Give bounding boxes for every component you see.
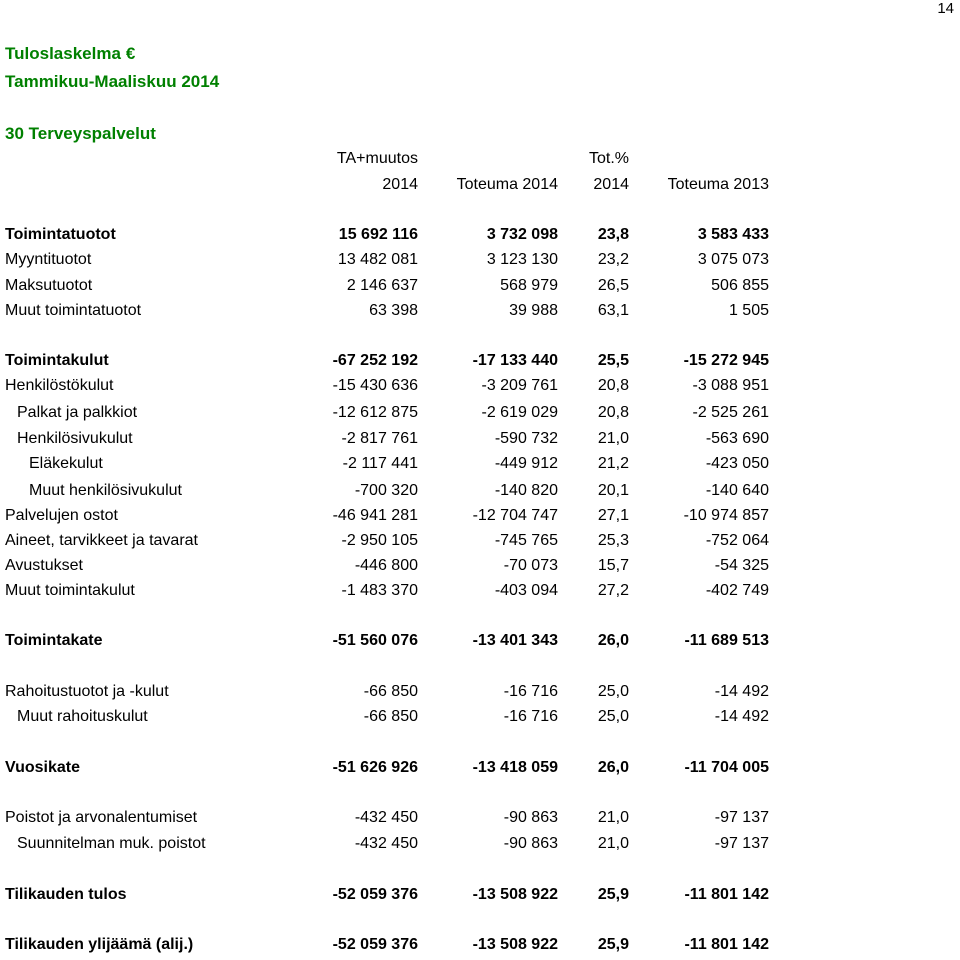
tot-percent-value: 25,0 (597, 708, 629, 725)
unit-title: 30 Terveyspalvelut (5, 124, 156, 143)
ta-2014-value: -52 059 376 (332, 936, 418, 953)
ta-2014-value: -46 941 281 (332, 507, 418, 524)
toteuma-2013-value: -752 064 (705, 532, 769, 549)
report-title-text: Tuloslaskelma (5, 44, 121, 63)
toteuma-2013-value: -11 801 142 (684, 886, 769, 903)
tot-percent-value: 21,0 (597, 809, 629, 826)
row-label: Poistot ja arvonalentumiset (5, 809, 198, 826)
row-label: Palvelujen ostot (5, 507, 118, 524)
tot-percent-value: 20,8 (597, 404, 629, 421)
row-label: Rahoitustuotot ja -kulut (5, 683, 169, 700)
tot-percent-value: 27,2 (597, 582, 629, 599)
tot-percent-value: 25,0 (597, 683, 629, 700)
ta-2014-value: -51 560 076 (332, 632, 418, 649)
toteuma-2013-value: -14 492 (714, 708, 769, 725)
tot-percent-value: 27,1 (597, 507, 629, 524)
toteuma-2013-value: -14 492 (714, 683, 769, 700)
toteuma-2013-value: -10 974 857 (683, 507, 769, 524)
toteuma-2014-value: -13 418 059 (472, 759, 558, 776)
table-row (0, 708, 960, 730)
ta-2014-value: -12 612 875 (332, 404, 418, 421)
row-label: Muut toimintakulut (5, 582, 135, 599)
toteuma-2014-value: -16 716 (503, 708, 558, 725)
toteuma-2014-value: -90 863 (503, 809, 558, 826)
toteuma-2013-value: 506 855 (711, 277, 769, 294)
table-row (0, 455, 960, 477)
tot-percent-value: 21,2 (597, 455, 629, 472)
tot-percent-value: 25,5 (597, 352, 629, 369)
row-label: Myyntituotot (5, 251, 92, 268)
row-label: Aineet, tarvikkeet ja tavarat (5, 532, 198, 549)
toteuma-2014-value: -140 820 (494, 482, 558, 499)
ta-2014-value: -2 117 441 (342, 455, 418, 472)
toteuma-2013-value: 3 075 073 (697, 251, 769, 268)
ta-2014-value: -52 059 376 (332, 886, 418, 903)
report-period: Tammikuu-Maaliskuu 2014 (5, 72, 220, 91)
table-row (0, 632, 960, 654)
table-row (0, 377, 960, 399)
table-row (0, 251, 960, 273)
row-label: Eläkekulut (29, 455, 103, 472)
tot-percent-value: 26,5 (597, 277, 629, 294)
toteuma-2013-value: -11 689 513 (684, 632, 769, 649)
table-row (0, 352, 960, 374)
ta-2014-value: -432 450 (354, 835, 418, 852)
ta-2014-value: -446 800 (354, 557, 418, 574)
toteuma-2013-value: -11 704 005 (684, 759, 769, 776)
tot-percent-value: 63,1 (597, 302, 629, 319)
toteuma-2014-value: -90 863 (503, 835, 558, 852)
table-row (0, 226, 960, 248)
ta-2014-value: -67 252 192 (332, 352, 418, 369)
toteuma-2013-value: -97 137 (714, 809, 769, 826)
row-label: Palkat ja palkkiot (17, 404, 138, 421)
toteuma-2013-value: -97 137 (714, 835, 769, 852)
ta-2014-value: -66 850 (363, 708, 418, 725)
toteuma-2014-value: 39 988 (509, 302, 558, 319)
table-row (0, 430, 960, 452)
tot-percent-value: 21,0 (597, 835, 629, 852)
table-row (0, 886, 960, 908)
col-ta-header-line2: 2014 (382, 176, 418, 193)
ta-2014-value: -700 320 (354, 482, 418, 499)
tot-percent-value: 26,0 (597, 759, 629, 776)
tot-percent-value: 20,1 (597, 482, 629, 499)
col-pct-header-line2: 2014 (593, 176, 629, 193)
col-toteuma2014-header: Toteuma 2014 (456, 176, 558, 193)
toteuma-2014-value: -745 765 (494, 532, 558, 549)
toteuma-2013-value: -423 050 (705, 455, 769, 472)
toteuma-2014-value: -449 912 (494, 455, 558, 472)
toteuma-2014-value: 568 979 (500, 277, 558, 294)
ta-2014-value: 15 692 116 (338, 226, 418, 243)
toteuma-2013-value: -2 525 261 (692, 404, 769, 421)
row-label: Avustukset (5, 557, 83, 574)
ta-2014-value: 2 146 637 (346, 277, 418, 294)
toteuma-2013-value: -15 272 945 (683, 352, 769, 369)
toteuma-2014-value: 3 123 130 (486, 251, 558, 268)
ta-2014-value: -1 483 370 (341, 582, 418, 599)
toteuma-2014-value: -2 619 029 (481, 404, 558, 421)
table-row (0, 482, 960, 504)
toteuma-2013-value: -140 640 (705, 482, 769, 499)
row-label: Muut henkilösivukulut (29, 482, 182, 499)
toteuma-2014-value: -12 704 747 (472, 507, 558, 524)
page-number: 14 (937, 0, 954, 17)
row-label: Vuosikate (5, 759, 80, 776)
toteuma-2013-value: -402 749 (705, 582, 769, 599)
toteuma-2014-value: 3 732 098 (486, 226, 558, 243)
tot-percent-value: 26,0 (597, 632, 629, 649)
toteuma-2014-value: -16 716 (503, 683, 558, 700)
ta-2014-value: -2 817 761 (341, 430, 418, 447)
toteuma-2014-value: -17 133 440 (472, 352, 558, 369)
row-label: Tilikauden ylijäämä (alij.) (5, 936, 194, 953)
tot-percent-value: 23,2 (597, 251, 629, 268)
table-row (0, 277, 960, 299)
ta-2014-value: 13 482 081 (337, 251, 418, 268)
row-label: Henkilösivukulut (17, 430, 133, 447)
tot-percent-value: 25,9 (597, 886, 629, 903)
ta-2014-value: -51 626 926 (332, 759, 418, 776)
col-toteuma2013-header: Toteuma 2013 (667, 176, 769, 193)
row-label: Tilikauden tulos (5, 886, 127, 903)
table-row (0, 557, 960, 579)
tot-percent-value: 25,3 (597, 532, 629, 549)
toteuma-2014-value: -3 209 761 (481, 377, 558, 394)
table-row (0, 759, 960, 781)
ta-2014-value: -2 950 105 (341, 532, 418, 549)
toteuma-2013-value: -563 690 (705, 430, 769, 447)
euro-sign: € (125, 44, 136, 63)
row-label: Maksutuotot (5, 277, 93, 294)
row-label: Suunnitelman muk. poistot (17, 835, 206, 852)
table-row (0, 404, 960, 426)
toteuma-2014-value: -13 401 343 (472, 632, 558, 649)
ta-2014-value: -432 450 (354, 809, 418, 826)
toteuma-2013-value: 3 583 433 (697, 226, 769, 243)
toteuma-2013-value: 1 505 (728, 302, 769, 319)
report-title (5, 44, 135, 64)
tot-percent-value: 23,8 (597, 226, 629, 243)
toteuma-2014-value: -13 508 922 (472, 886, 558, 903)
toteuma-2014-value: -590 732 (494, 430, 558, 447)
table-row (0, 683, 960, 705)
toteuma-2014-value: -13 508 922 (472, 936, 558, 953)
table-row (0, 936, 960, 958)
tot-percent-value: 20,8 (597, 377, 629, 394)
row-label: Henkilöstökulut (5, 377, 114, 394)
toteuma-2013-value: -3 088 951 (692, 377, 769, 394)
row-label: Toimintakate (5, 632, 103, 649)
ta-2014-value: -15 430 636 (332, 377, 418, 394)
row-label: Muut toimintatuotot (5, 302, 142, 319)
table-row (0, 532, 960, 554)
row-label: Toimintatuotot (5, 226, 116, 243)
ta-2014-value: -66 850 (363, 683, 418, 700)
table-row (0, 302, 960, 324)
col-ta-header-line1: TA+muutos (336, 150, 418, 167)
table-row (0, 507, 960, 529)
col-pct-header-line1: Tot.% (588, 150, 629, 167)
tot-percent-value: 21,0 (597, 430, 629, 447)
toteuma-2014-value: -403 094 (494, 582, 558, 599)
row-label: Toimintakulut (5, 352, 109, 369)
tot-percent-value: 15,7 (597, 557, 629, 574)
toteuma-2013-value: -54 325 (714, 557, 769, 574)
table-row (0, 835, 960, 857)
toteuma-2014-value: -70 073 (503, 557, 558, 574)
row-label: Muut rahoituskulut (17, 708, 148, 725)
table-row (0, 582, 960, 604)
table-row (0, 809, 960, 831)
tot-percent-value: 25,9 (597, 936, 629, 953)
toteuma-2013-value: -11 801 142 (684, 936, 769, 953)
ta-2014-value: 63 398 (369, 302, 418, 319)
